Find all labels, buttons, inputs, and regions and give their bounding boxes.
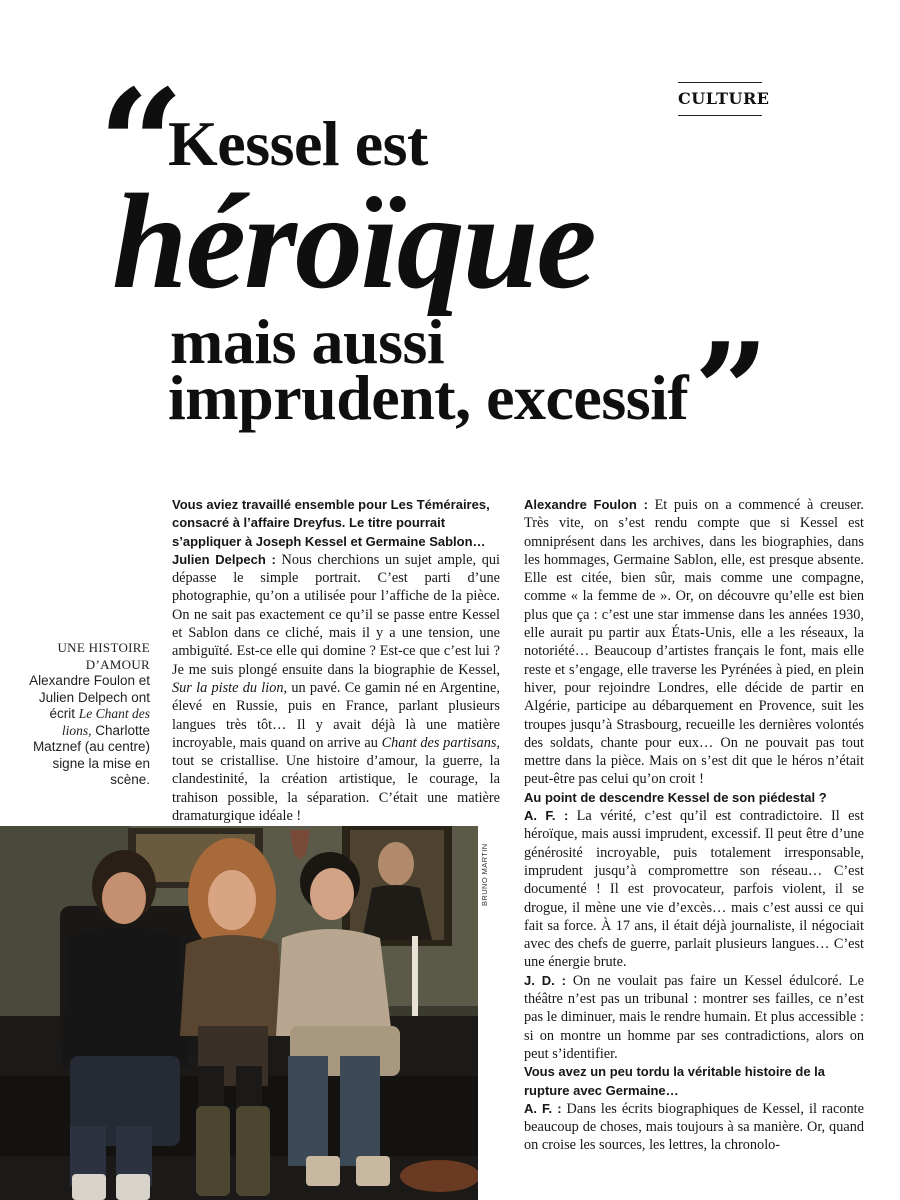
photo-caption: [18, 640, 150, 789]
speaker-af-2: A. F. :: [524, 1100, 562, 1116]
caption-heading: UNE HISTOIRE D’AMOUR: [57, 640, 150, 672]
headline-line-2: héroïque: [112, 167, 595, 317]
question-3: Vous avez un peu tordu la véritable histoire de la rupture avec Germaine…: [524, 1064, 825, 1098]
headline-line-3: mais aussi: [170, 306, 445, 377]
interview-photo: [0, 826, 478, 1200]
song-title: Chant des partisans: [381, 734, 497, 751]
speaker-af: A. F. :: [524, 808, 569, 824]
photo-illustration: [0, 826, 478, 1200]
answer-1-text-a: Nous cherchions un sujet ample, qui dépasse le simple portrait. C’est parti d’une photographie, qu’on a utilisée pour l’affiche de la pièce. On ne sait pas exactement ce qu’il se passe entre Kessel et Sablon dans ce cliché, mais il y a une tension, une ambiguïté. Est-ce elle qui domine ? Est-ce que c’est lui ? Je me suis plongé ensuite dans la biographie de Kessel,: [172, 551, 500, 678]
speaker-jd: J. D. :: [524, 972, 566, 988]
article-column-2: [524, 496, 864, 1155]
caption-text-1: Alexandre Foulon et Julien Delpech ont écrit: [29, 673, 150, 721]
answer-4-text: On ne voulait pas faire un Kessel édulcoré. Le théâtre n’est pas un tribunal : montrer ses failles, ce n’est pas le diminuer, mais le rendre humain. Et plus accessible : si on montre un homme par ses contradictions, alors on peut s’identifier.: [524, 972, 864, 1062]
question-1: Vous aviez travaillé ensemble pour Les Téméraires, consacré à l’affaire Dreyfus. Le titre pourrait s’appliquer à Joseph Kessel et Germaine Sablon…: [172, 497, 490, 549]
answer-1-text-c: , tout se cristallise. Une histoire d’amour, la guerre, la clandestinité, la création artistique, le courage, la trahison possible, la séparation. C’était une matière dramaturgique idéale !: [172, 734, 500, 825]
article-column-1: [172, 496, 500, 825]
answer-1: [172, 551, 500, 825]
answer-4: [524, 972, 864, 1063]
answer-5-text: Dans les écrits biographiques de Kessel, il raconte beaucoup de choses, mais toujours à sa manière. Or, quand on croise les sources, les lettres, la chronolo-: [524, 1100, 864, 1154]
caption-title: Le Chant des lions,: [61, 706, 150, 738]
answer-2-text: Et puis on a commencé à creuser. Très vite, on s’est rendu compte que si Kessel est omniprésent dans les archives, dans les biographies, dans les hommages, Germaine Sablon, elle, est presque absente. Elle est citée, bien sûr, mais comme une compagne, comme « la femme de ». Or, on découvre qu’elle est bien plus que ça : c’est une star immense dans les années 1930, elle aurait pu partir aux États-Unis, elle a les réseaux, la notoriété… Beaucoup d’artistes français le font, mais elle reste et s’engage, elle traverse les Pyrénées à pied, en plein hiver, pour rejoindre Londres, elle décide de partir en Algérie, participe au débarquement en Provence, suit les troupes jusqu’à Strasbourg, recueille les dernières volontés des soldats, chante pour eux… On ne pouvait pas tout mettre dans la pièce. Mais on s’est dit que le héros n’était peut-être pas celui qu’on croit !: [524, 497, 865, 788]
headline-open-quote: “: [98, 57, 167, 233]
answer-3: [524, 807, 864, 972]
answer-5: [524, 1100, 864, 1155]
book-title: Sur la piste du lion: [172, 679, 284, 696]
answer-3-text: La vérité, c’est qu’il est contradictoire. Il est héroïque, mais aussi imprudent, excessif. Il peut être d’une générosité incroyable, puis totalement irresponsable, imprudent jusqu’à compromettre son réseau… C’est documenté ! Il est provocateur, parfois violent, il se drogue, il mène une vie d’excès… mais c’est aussi ce qui fait sa force. À 17 ans, il était déjà journaliste, il négociait avec des chefs de guerre, parlait plusieurs langues… C’est une énergie brute.: [524, 808, 864, 971]
speaker-julien-delpech: Julien Delpech :: [172, 551, 276, 567]
section-tag: CULTURE: [678, 82, 762, 116]
photo-credit: BRUNO MARTIN: [480, 843, 489, 906]
answer-2: [524, 496, 864, 789]
headline-close-quote: ”: [694, 314, 753, 467]
answer-1-text-b: , un pavé. Ce gamin né en Argentine, élevé en Russie, puis en France, parlant plusieurs langues très tôt… Il y avait déjà là une matière incroyable, mais quand on arrive au: [172, 679, 500, 751]
headline-line-1: Kessel est: [168, 108, 428, 179]
question-2: Au point de descendre Kessel de son piédestal ?: [524, 789, 827, 805]
speaker-alexandre-foulon: Alexandre Foulon :: [524, 497, 648, 512]
caption-text-2: Charlotte Matznef (au centre) signe la mise en scène.: [32, 722, 150, 787]
headline-line-4: imprudent, excessif: [168, 362, 689, 433]
